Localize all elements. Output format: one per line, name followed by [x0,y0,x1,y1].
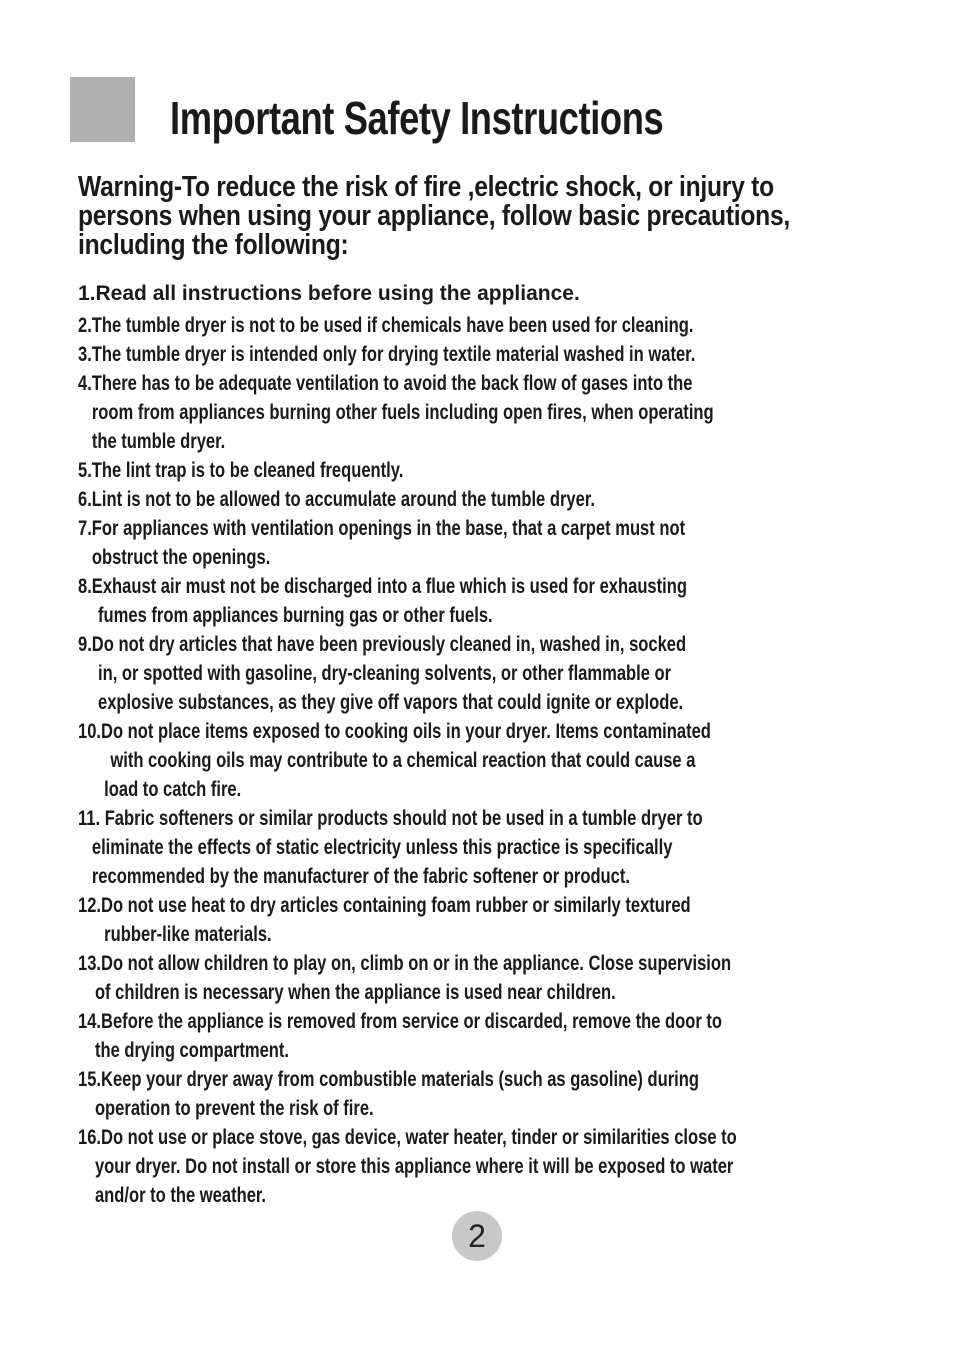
instruction-line: load to catch fire. [104,777,242,801]
warning-paragraph [78,173,920,260]
page-title: Important Safety Instructions [170,92,664,144]
instruction-line: 14.Before the appliance is removed from service or discarded, remove the door to [78,1009,723,1033]
instruction-item-16 [78,1123,894,1210]
warning-line: including the following: [78,229,349,261]
warning-line: Warning-To reduce the risk of fire ,electric shock, or injury to [78,171,774,203]
instruction-line: rubber-like materials. [104,922,272,946]
instruction-line: 11. Fabric softeners or similar products should not be used in a tumble dryer to [78,806,703,830]
instruction-line: 4.There has to be adequate ventilation to avoid the back flow of gases into the [78,371,693,395]
instruction-item-9 [78,630,894,717]
instruction-item-8 [78,572,894,630]
instruction-line: 13.Do not allow children to play on, climb on or in the appliance. Close supervision [78,951,732,975]
instruction-list [78,311,894,1210]
instruction-line: 7.For appliances with ventilation openings in the base, that a carpet must not [78,516,686,540]
instruction-item-14 [78,1007,894,1065]
instruction-item-13 [78,949,894,1007]
instruction-line: in, or spotted with gasoline, dry-cleaning solvents, or other flammable or [98,661,672,685]
instruction-line: 12.Do not use heat to dry articles containing foam rubber or similarly textured [78,893,691,917]
instruction-line: 2.The tumble dryer is not to be used if chemicals have been used for cleaning. [78,313,694,337]
instruction-item-2 [78,311,894,340]
instruction-item-5 [78,456,894,485]
instruction-line: 10.Do not place items exposed to cooking oils in your dryer. Items contaminated [78,719,711,743]
instruction-line: and/or to the weather. [94,1183,267,1207]
instruction-line: 8.Exhaust air must not be discharged into a flue which is used for exhausting [78,574,687,598]
instruction-item-11 [78,804,894,891]
instruction-item-15 [78,1065,894,1123]
instruction-line: of children is necessary when the appliance is used near children. [94,980,616,1004]
instruction-line: obstruct the openings. [91,545,271,569]
instruction-line: 9.Do not dry articles that have been previously cleaned in, washed in, socked [78,632,687,656]
instruction-line: fumes from appliances burning gas or other fuels. [98,603,493,627]
instruction-item-10 [78,717,894,804]
instruction-line: 15.Keep your dryer away from combustible materials (such as gasoline) during [78,1067,700,1091]
instruction-item-12 [78,891,894,949]
instruction-item-6 [78,485,894,514]
instruction-line: with cooking oils may contribute to a chemical reaction that could cause a [110,748,696,772]
instruction-line: 16.Do not use or place stove, gas device, water heater, tinder or similarities close to [78,1125,737,1149]
warning-line: persons when using your appliance, follow basic precautions, [78,200,791,232]
page-number: 2 [468,1217,486,1254]
instruction-item-4 [78,369,894,456]
instruction-line: room from appliances burning other fuels including open fires, when operating [91,400,714,424]
instruction-item-1: 1.Read all instructions before using the appliance. [78,282,580,305]
instruction-line: explosive substances, as they give off vapors that could ignite or explode. [98,690,684,714]
instruction-line: 5.The lint trap is to be cleaned frequently. [78,458,404,482]
instruction-line: eliminate the effects of static electricity unless this practice is specifically [91,835,673,859]
instruction-line: the drying compartment. [94,1038,290,1062]
instruction-line: the tumble dryer. [91,429,226,453]
instruction-item-7 [78,514,894,572]
instruction-line: recommended by the manufacturer of the fabric softener or product. [91,864,630,888]
title-decoration-block [70,77,135,142]
instruction-line: 3.The tumble dryer is intended only for drying textile material washed in water. [78,342,696,366]
page-number-badge [452,1211,502,1261]
instruction-line: operation to prevent the risk of fire. [94,1096,374,1120]
instruction-line: your dryer. Do not install or store this appliance where it will be exposed to water [94,1154,734,1178]
instruction-item-3 [78,340,894,369]
instruction-line: 6.Lint is not to be allowed to accumulate around the tumble dryer. [78,487,595,511]
